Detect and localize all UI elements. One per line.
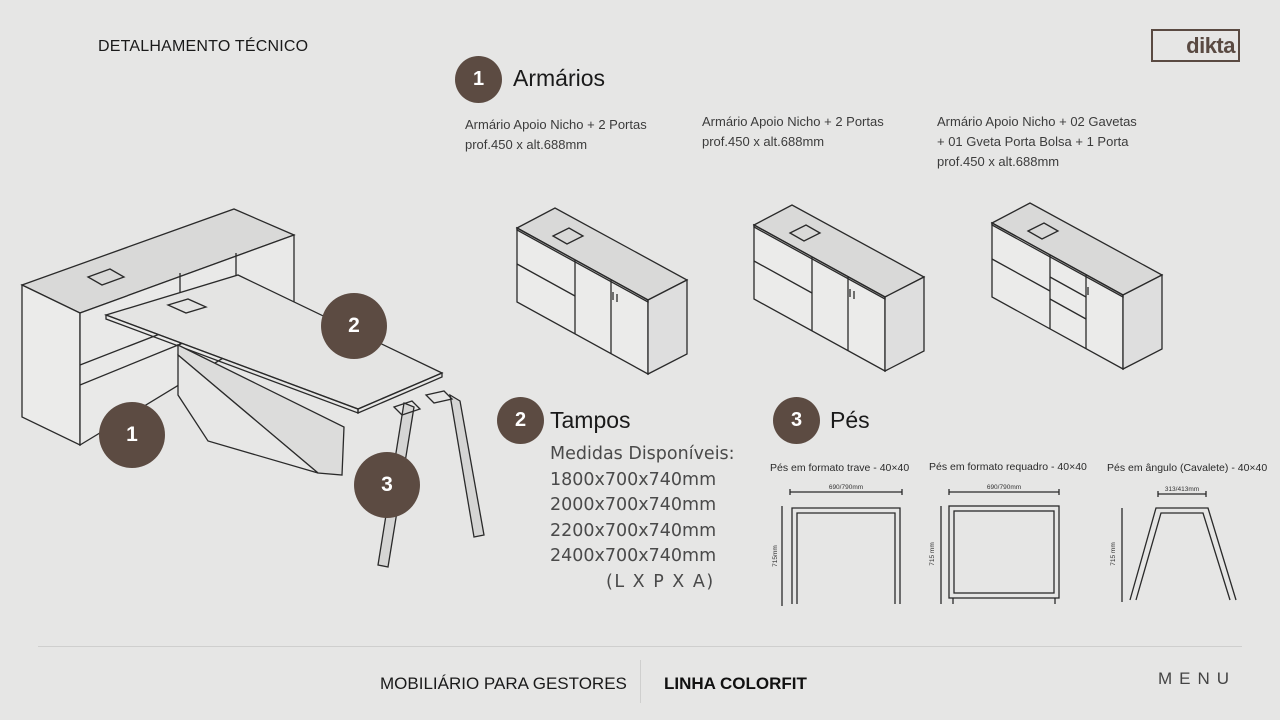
tampos-title: Tampos bbox=[550, 407, 631, 433]
section-3-badge: 3 bbox=[773, 397, 820, 444]
armario-3-desc: Armário Apoio Nicho + 02 Gavetas + 01 Gveta Porta Bolsa + 1 Porta prof.450 x alt.688mm bbox=[937, 114, 1137, 169]
sizes-heading: Medidas Disponíveis: bbox=[550, 444, 735, 464]
section-2-badge: 2 bbox=[497, 397, 544, 444]
pe-requadro-height: 715 mm bbox=[929, 542, 936, 566]
footer-divider bbox=[38, 646, 1242, 647]
desk-illustration bbox=[18, 205, 488, 575]
pe-requadro-label: Pés em formato requadro - 40×40 bbox=[929, 461, 1087, 473]
pe-requadro-drawing bbox=[925, 478, 1075, 610]
footer-category[interactable]: MOBILIÁRIO PARA GESTORES bbox=[380, 674, 627, 693]
pe-cavalete-drawing bbox=[1106, 480, 1256, 610]
pe-cavalete-label: Pés em ângulo (Cavalete) - 40×40 bbox=[1107, 462, 1268, 474]
pe-trave-drawing bbox=[770, 478, 910, 610]
armario-2-drawing bbox=[752, 203, 927, 375]
page-title: DETALHAMENTO TÉCNICO bbox=[98, 38, 309, 55]
footer-separator bbox=[640, 660, 641, 703]
desk-legs-badge: 3 bbox=[354, 452, 420, 518]
dikta-logo[interactable]: dikta bbox=[1151, 29, 1240, 62]
pe-trave-label: Pés em formato trave - 40×40 bbox=[770, 462, 910, 474]
size-item: 2000x700x740mm bbox=[550, 495, 717, 516]
pes-title: Pés bbox=[830, 407, 870, 433]
pe-cavalete-width: 313/413mm bbox=[1164, 486, 1200, 493]
size-unit-note: (L X P X A) bbox=[606, 571, 715, 592]
pe-requadro-width: 690/790mm bbox=[986, 484, 1022, 491]
pe-trave-height: 715mm bbox=[772, 545, 779, 567]
armario-2-desc: Armário Apoio Nicho + 2 Portas prof.450 x alt.688mm bbox=[702, 114, 884, 149]
section-1-badge: 1 bbox=[455, 56, 502, 103]
size-item: 1800x700x740mm bbox=[550, 469, 717, 490]
footer-product-line[interactable]: LINHA COLORFIT bbox=[664, 674, 807, 693]
size-item: 2400x700x740mm bbox=[550, 546, 717, 567]
tampos-sizes bbox=[550, 442, 735, 596]
desk-cabinet-badge: 1 bbox=[99, 402, 165, 468]
armario-3-drawing bbox=[990, 201, 1165, 373]
pe-trave-width: 690/790mm bbox=[828, 484, 864, 491]
armario-1-desc: Armário Apoio Nicho + 2 Portas prof.450 x alt.688mm bbox=[465, 117, 647, 152]
menu-button[interactable]: MENU bbox=[1158, 669, 1237, 688]
armario-1-drawing bbox=[515, 206, 690, 378]
pe-cavalete-height: 715 mm bbox=[1110, 542, 1117, 566]
size-item: 2200x700x740mm bbox=[550, 520, 717, 541]
armarios-title: Armários bbox=[513, 65, 606, 91]
desk-top-badge: 2 bbox=[321, 293, 387, 359]
